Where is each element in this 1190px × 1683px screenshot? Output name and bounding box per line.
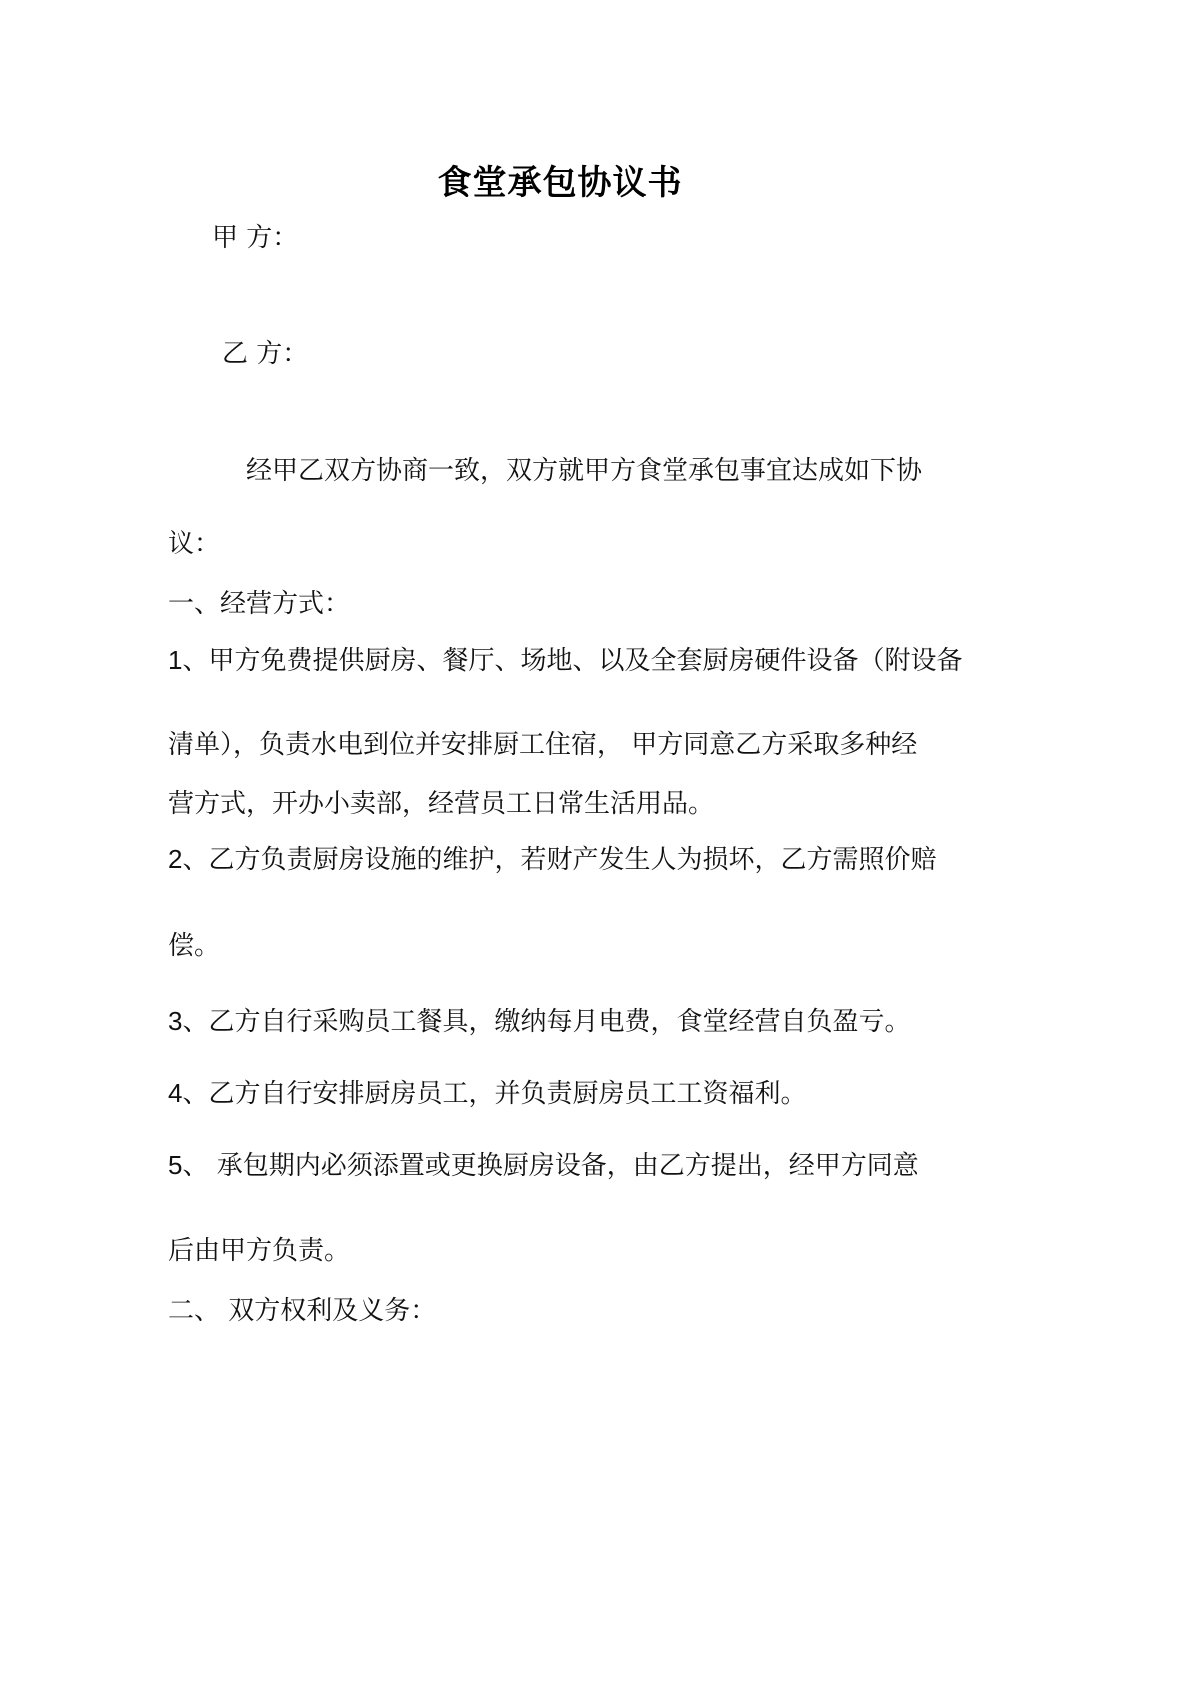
- item-5-line-2: 后由甲方负责。: [168, 1236, 351, 1266]
- item-4-line-1: [168, 1077, 806, 1110]
- item-4-text-1: 、乙方自行安排厨房员工，并负责厨房员工工资福利。: [182, 1079, 807, 1109]
- party-b-label: 乙 方：: [222, 339, 309, 369]
- item-5-text-1: 、 承包期内必须添置或更换厨房设备，由乙方提出，经甲方同意: [182, 1151, 919, 1181]
- item-4-number: 4: [168, 1078, 183, 1108]
- section-2-heading: 二、 双方权利及义务：: [168, 1296, 437, 1326]
- item-1-line-1: [168, 644, 962, 677]
- party-a-label: 甲 方：: [212, 223, 299, 253]
- item-1-line-2: 清单），负责水电到位并安排厨工住宿， 甲方同意乙方采取多种经: [168, 730, 918, 760]
- item-3-line-1: [168, 1005, 910, 1038]
- item-2-text-1: 、乙方负责厨房设施的维护，若财产发生人为损坏，乙方需照价赔: [182, 845, 937, 875]
- item-5-number: 5: [168, 1150, 183, 1180]
- item-2-number: 2: [168, 844, 183, 874]
- intro-line-1: 经甲乙双方协商一致，双方就甲方食堂承包事宜达成如下协: [246, 456, 923, 486]
- item-1-text-1: 、甲方免费提供厨房、餐厅、场地、以及全套厨房硬件设备（附设备: [182, 646, 963, 676]
- item-2-line-1: [168, 843, 936, 876]
- document-title: 食堂承包协议书: [437, 163, 683, 203]
- item-3-text-1: 、乙方自行采购员工餐具，缴纳每月电费，食堂经营自负盈亏。: [182, 1007, 911, 1037]
- item-1-line-3: 营方式，开办小卖部，经营员工日常生活用品。: [168, 789, 715, 819]
- intro-line-2: 议：: [168, 529, 221, 559]
- section-1-heading: 一、经营方式：: [168, 589, 351, 619]
- item-5-line-1: [168, 1149, 919, 1182]
- item-2-line-2: 偿。: [168, 931, 221, 961]
- item-3-number: 3: [168, 1006, 183, 1036]
- item-1-number: 1: [168, 645, 183, 675]
